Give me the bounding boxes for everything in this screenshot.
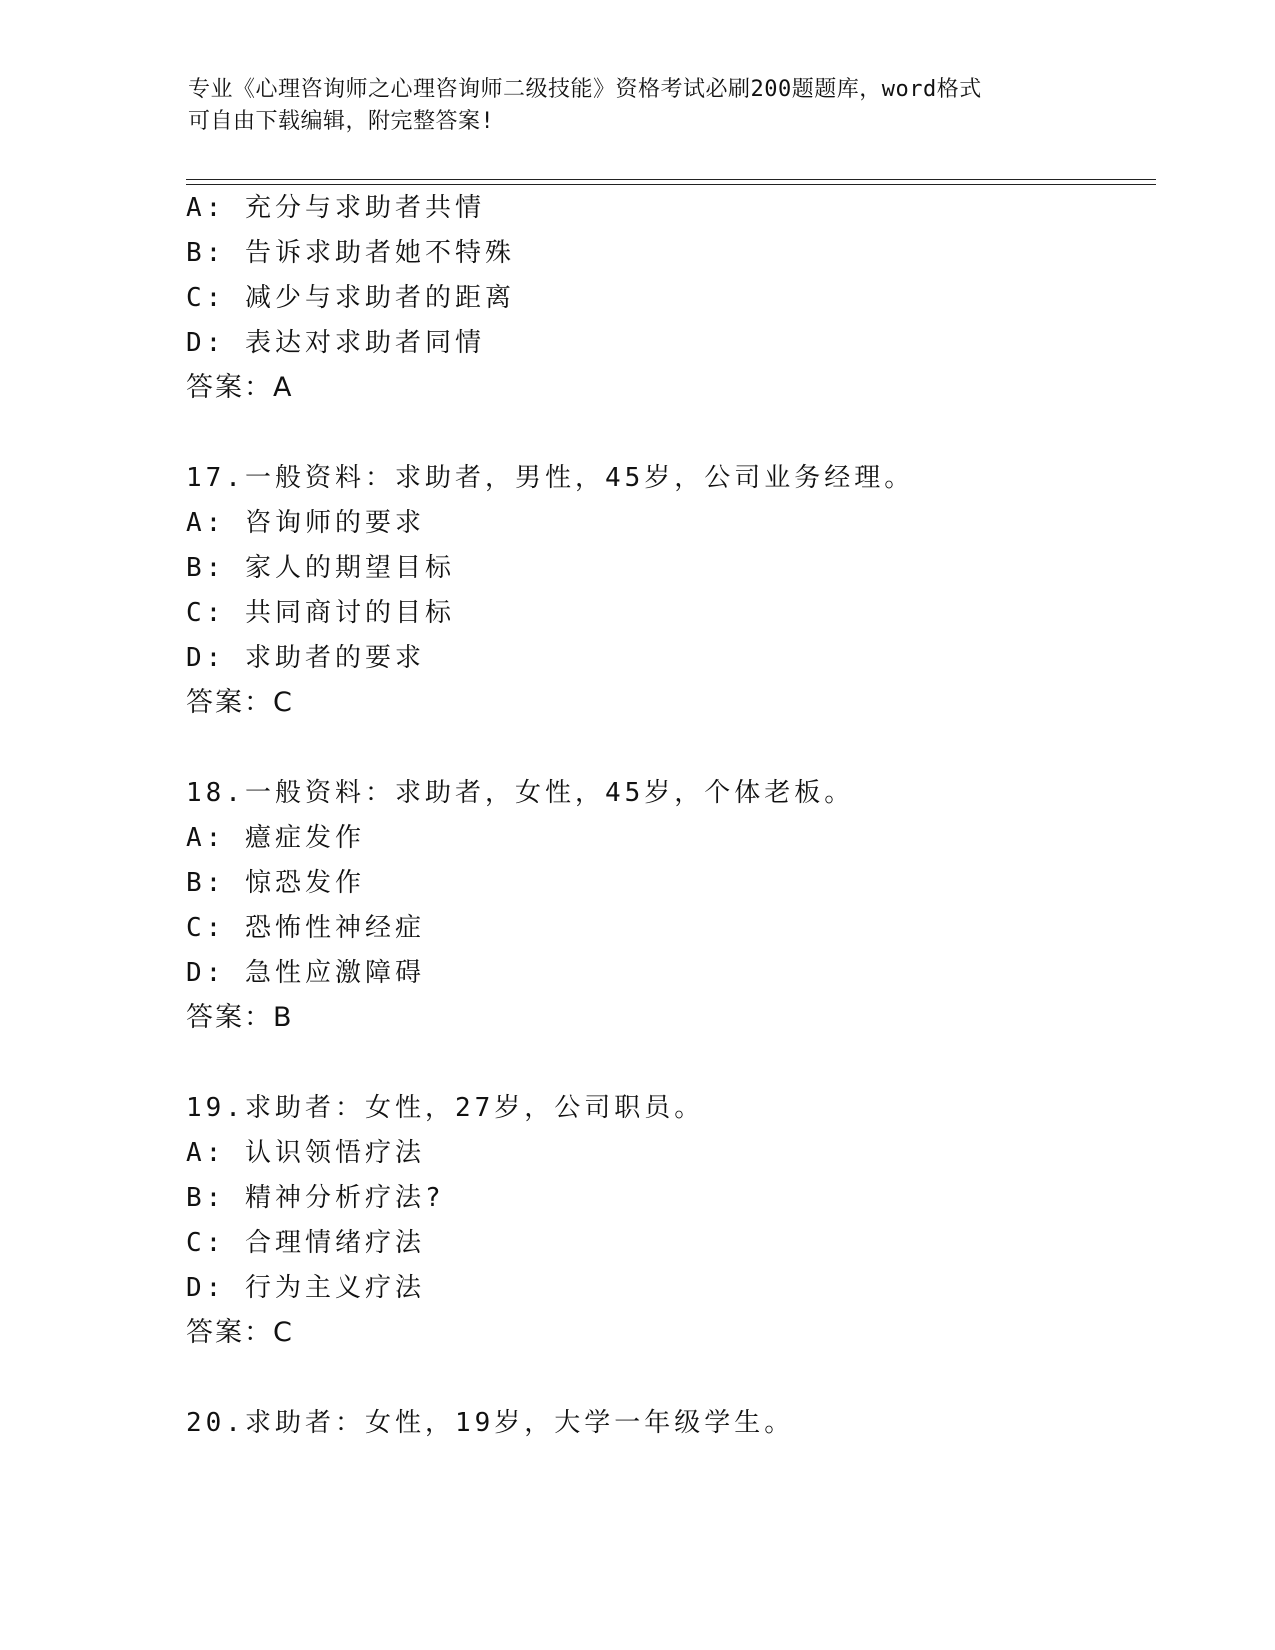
q17-option-b: B: 家人的期望目标 — [186, 553, 455, 583]
q17-option-a: A: 咨询师的要求 — [186, 508, 425, 538]
q19-option-c: C: 合理情绪疗法 — [186, 1228, 425, 1258]
q16-option-c: C: 减少与求助者的距离 — [186, 283, 515, 313]
q17-answer: 答案：C — [186, 687, 294, 718]
q16-option-d: D: 表达对求助者同情 — [186, 328, 485, 358]
header-divider-bottom — [186, 184, 1156, 185]
q16-option-a: A: 充分与求助者共情 — [186, 193, 485, 223]
q16-answer: 答案：A — [186, 372, 294, 403]
q19-option-b: B: 精神分析疗法? — [186, 1183, 445, 1213]
q18-option-d: D: 急性应激障碍 — [186, 958, 425, 988]
q17-option-d: D: 求助者的要求 — [186, 643, 425, 673]
q18-answer: 答案：B — [186, 1002, 294, 1033]
q19-answer: 答案：C — [186, 1317, 294, 1348]
q18-option-a: A: 癔症发作 — [186, 823, 365, 853]
q19-stem: 19.求助者：女性，27岁，公司职员。 — [186, 1093, 705, 1123]
q16-option-b: B: 告诉求助者她不特殊 — [186, 238, 515, 268]
q20-stem: 20.求助者：女性，19岁，大学一年级学生。 — [186, 1408, 795, 1438]
q18-option-c: C: 恐怖性神经症 — [186, 913, 425, 943]
q19-option-d: D: 行为主义疗法 — [186, 1273, 425, 1303]
q17-stem: 17.一般资料：求助者，男性，45岁，公司业务经理。 — [186, 463, 915, 493]
header-title-line1: 专业《心理咨询师之心理咨询师二级技能》资格考试必刷200题题库，word格式 — [188, 77, 982, 102]
document-header — [188, 74, 1068, 138]
q19-option-a: A: 认识领悟疗法 — [186, 1138, 425, 1168]
q18-option-b: B: 惊恐发作 — [186, 868, 365, 898]
header-divider-top — [186, 179, 1156, 180]
q18-stem: 18.一般资料：求助者，女性，45岁，个体老板。 — [186, 778, 855, 808]
q17-option-c: C: 共同商讨的目标 — [186, 598, 455, 628]
header-title-line2: 可自由下载编辑，附完整答案! — [188, 109, 495, 134]
